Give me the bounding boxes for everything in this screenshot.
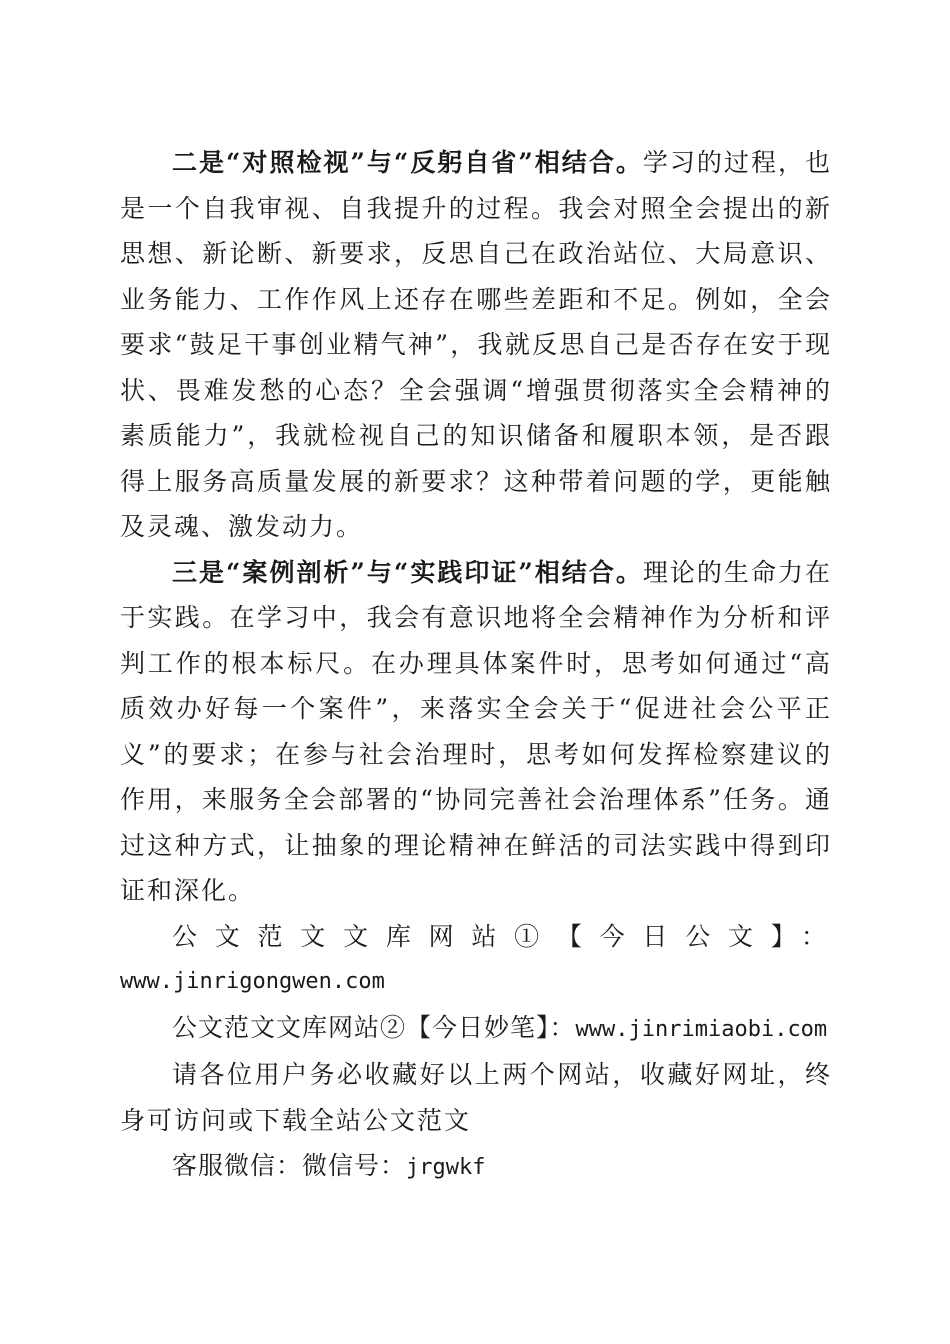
site-one-url-text[interactable]: www.jinrigongwen.com	[120, 969, 385, 994]
site-two-url[interactable]: www.jinrimiaobi.com	[575, 1016, 828, 1042]
notice-paragraph: 请各位用户务必收藏好以上两个网站，收藏好网址，终身可访问或下载全站公文范文	[120, 1060, 832, 1135]
paragraph-three	[120, 550, 832, 914]
service-wechat-id: jrgwkf	[406, 1155, 486, 1180]
site-two-label: 公文范文文库网站②【今日妙笔】：	[172, 1012, 576, 1042]
site-two-line	[120, 1005, 832, 1053]
paragraph-three-lead: 三是“案例剖析”与“实践印证”相结合。	[172, 557, 643, 587]
paragraph-two-body: 学习的过程，也是一个自我审视、自我提升的过程。我会对照全会提出的新思想、新论断、新要求，反思自己在政治站位、大局意识、业务能力、工作作风上还存在哪些差距和不足。例如，全会要求“鼓足干事创业精气神”，我就反思自己是否存在安于现状、畏难发愁的心态？全会强调“增强贯彻落实全会精神的素质能力”，我就检视自己的知识储备和履职本领，是否跟得上服务高质量发展的新要求？这种带着问题的学，更能触及灵魂、激发动力。	[120, 148, 832, 541]
paragraph-two	[120, 140, 832, 550]
service-label: 客服微信：微信号：	[172, 1151, 407, 1180]
service-line	[120, 1143, 832, 1191]
document-page	[120, 140, 832, 1191]
paragraph-two-lead: 二是“对照检视”与“反躬自省”相结合。	[172, 148, 643, 177]
site-one-label: 公文范文文库网站①【今日公文】：	[172, 921, 832, 951]
paragraph-three-body: 理论的生命力在于实践。在学习中，我会有意识地将全会精神作为分析和评判工作的根本标尺。在办理具体案件时，思考如何通过“高质效办好每一个案件”，来落实全会关于“促进社会公平正义”的要求；在参与社会治理时，思考如何发挥检察建议的作用，来服务全会部署的“协同完善社会治理体系”任务。通过这种方式，让抽象的理论精神在鲜活的司法实践中得到印证和深化。	[120, 557, 832, 905]
site-one-url[interactable]	[120, 959, 832, 1005]
